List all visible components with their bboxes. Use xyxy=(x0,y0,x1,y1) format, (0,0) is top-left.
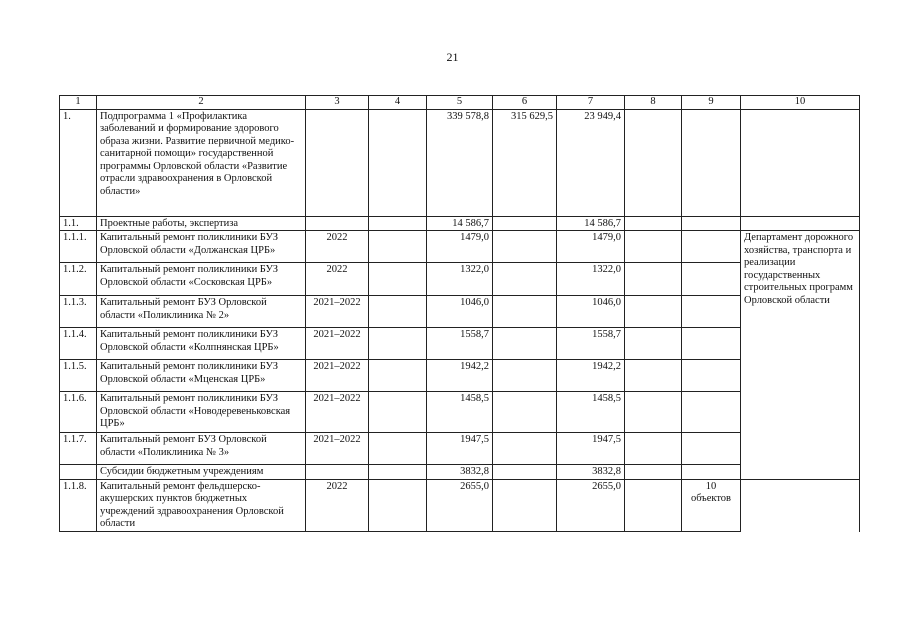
row-federal xyxy=(493,433,557,465)
row-number: 1.1.5. xyxy=(60,360,97,392)
row-total: 1558,7 xyxy=(427,328,493,360)
row-period xyxy=(306,465,369,480)
table-row xyxy=(60,231,860,263)
row-regional: 3832,8 xyxy=(557,465,625,480)
row-number: 1.1.6. xyxy=(60,392,97,433)
row-period: 2022 xyxy=(306,479,369,531)
row-total: 1479,0 xyxy=(427,231,493,263)
row-period: 2021–2022 xyxy=(306,328,369,360)
row-title: Капитальный ремонт поликлиники БУЗ Орловской области «Новодеревеньковская ЦРБ» xyxy=(97,392,306,433)
header-cell: 2 xyxy=(97,96,306,110)
row-result xyxy=(682,433,741,465)
table-header-row xyxy=(60,96,860,110)
row-result xyxy=(682,296,741,328)
row-cell-4 xyxy=(369,392,427,433)
row-federal xyxy=(493,465,557,480)
row-result xyxy=(682,392,741,433)
row-cell-8 xyxy=(625,231,682,263)
row-title: Капитальный ремонт поликлиники БУЗ Орловской области «Сосковская ЦРБ» xyxy=(97,263,306,296)
row-cell-8 xyxy=(625,296,682,328)
row-number: 1.1.2. xyxy=(60,263,97,296)
row-cell-8 xyxy=(625,433,682,465)
program-table xyxy=(59,95,860,532)
row-number: 1. xyxy=(60,109,97,216)
header-cell: 10 xyxy=(741,96,860,110)
row-federal xyxy=(493,231,557,263)
table-row xyxy=(60,360,860,392)
row-number: 1.1.1. xyxy=(60,231,97,263)
table-row xyxy=(60,263,860,296)
row-federal xyxy=(493,328,557,360)
row-title: Капитальный ремонт фельдшерско-акушерских пунктов бюджетных учреждений здравоохранения Орловской области xyxy=(97,479,306,531)
row-cell-4 xyxy=(369,231,427,263)
row-cell-8 xyxy=(625,328,682,360)
row-regional: 1947,5 xyxy=(557,433,625,465)
header-cell: 6 xyxy=(493,96,557,110)
row-federal: 315 629,5 xyxy=(493,109,557,216)
row-title: Субсидии бюджетным учреждениям xyxy=(97,465,306,480)
row-cell-4 xyxy=(369,328,427,360)
row-regional: 1558,7 xyxy=(557,328,625,360)
row-title: Капитальный ремонт поликлиники БУЗ Орловской области «Колпнянская ЦРБ» xyxy=(97,328,306,360)
row-period xyxy=(306,109,369,216)
header-cell: 1 xyxy=(60,96,97,110)
row-number: 1.1.8. xyxy=(60,479,97,531)
table-row xyxy=(60,465,860,480)
row-federal xyxy=(493,360,557,392)
row-result xyxy=(682,263,741,296)
row-federal xyxy=(493,392,557,433)
row-regional: 14 586,7 xyxy=(557,216,625,231)
table-row xyxy=(60,296,860,328)
row-cell-8 xyxy=(625,360,682,392)
row-federal xyxy=(493,296,557,328)
row-regional: 2655,0 xyxy=(557,479,625,531)
row-number: 1.1. xyxy=(60,216,97,231)
row-cell-8 xyxy=(625,465,682,480)
header-cell: 3 xyxy=(306,96,369,110)
row-cell-8 xyxy=(625,479,682,531)
table-row xyxy=(60,479,860,531)
row-cell-4 xyxy=(369,296,427,328)
row-result xyxy=(682,231,741,263)
row-total: 2655,0 xyxy=(427,479,493,531)
row-period xyxy=(306,216,369,231)
row-period: 2021–2022 xyxy=(306,392,369,433)
row-responsible xyxy=(741,216,860,231)
row-title: Проектные работы, экспертиза xyxy=(97,216,306,231)
row-total: 1458,5 xyxy=(427,392,493,433)
row-total: 1947,5 xyxy=(427,433,493,465)
row-cell-4 xyxy=(369,109,427,216)
row-title: Капитальный ремонт поликлиники БУЗ Орловской области «Мценская ЦРБ» xyxy=(97,360,306,392)
row-title: Подпрограмма 1 «Профилактика заболеваний и формирование здорового образа жизни. Развитие первичной медико-санитарной помощи» государственной программы Орловской области «Развитие отрасли здравоохранения в Орловской области» xyxy=(97,109,306,216)
row-result: 10 объектов xyxy=(682,479,741,531)
row-period: 2021–2022 xyxy=(306,433,369,465)
row-total: 1322,0 xyxy=(427,263,493,296)
table-row xyxy=(60,392,860,433)
row-federal xyxy=(493,216,557,231)
row-cell-4 xyxy=(369,433,427,465)
row-number: 1.1.3. xyxy=(60,296,97,328)
row-result xyxy=(682,465,741,480)
row-number xyxy=(60,465,97,480)
row-cell-4 xyxy=(369,465,427,480)
row-cell-4 xyxy=(369,479,427,531)
table-row xyxy=(60,328,860,360)
row-cell-4 xyxy=(369,360,427,392)
row-total: 1942,2 xyxy=(427,360,493,392)
row-period: 2021–2022 xyxy=(306,296,369,328)
row-result xyxy=(682,360,741,392)
header-cell: 5 xyxy=(427,96,493,110)
row-responsible xyxy=(741,109,860,216)
row-cell-4 xyxy=(369,263,427,296)
header-cell: 9 xyxy=(682,96,741,110)
row-result xyxy=(682,109,741,216)
row-regional: 1942,2 xyxy=(557,360,625,392)
row-cell-8 xyxy=(625,109,682,216)
row-title: Капитальный ремонт поликлиники БУЗ Орловской области «Должанская ЦРБ» xyxy=(97,231,306,263)
row-title: Капитальный ремонт БУЗ Орловской области «Поликлиника № 2» xyxy=(97,296,306,328)
row-federal xyxy=(493,263,557,296)
page-number: 21 xyxy=(446,50,459,64)
row-total: 1046,0 xyxy=(427,296,493,328)
row-number: 1.1.4. xyxy=(60,328,97,360)
row-regional: 23 949,4 xyxy=(557,109,625,216)
row-cell-8 xyxy=(625,216,682,231)
row-period: 2022 xyxy=(306,263,369,296)
row-regional: 1479,0 xyxy=(557,231,625,263)
responsible-roads-department: Департамент дорожного хозяйства, транспорта и реализации государственных строительных программ Орловской области xyxy=(741,231,860,480)
header-cell: 8 xyxy=(625,96,682,110)
row-cell-8 xyxy=(625,263,682,296)
header-cell: 7 xyxy=(557,96,625,110)
table-row xyxy=(60,216,860,231)
row-federal xyxy=(493,479,557,531)
row-regional: 1458,5 xyxy=(557,392,625,433)
table-row xyxy=(60,109,860,216)
table-row xyxy=(60,433,860,465)
header-cell: 4 xyxy=(369,96,427,110)
row-total: 3832,8 xyxy=(427,465,493,480)
row-total: 14 586,7 xyxy=(427,216,493,231)
row-regional: 1322,0 xyxy=(557,263,625,296)
row-result xyxy=(682,216,741,231)
row-period: 2022 xyxy=(306,231,369,263)
row-cell-4 xyxy=(369,216,427,231)
row-total: 339 578,8 xyxy=(427,109,493,216)
row-cell-8 xyxy=(625,392,682,433)
row-number: 1.1.7. xyxy=(60,433,97,465)
row-title: Капитальный ремонт БУЗ Орловской области «Поликлиника № 3» xyxy=(97,433,306,465)
row-regional: 1046,0 xyxy=(557,296,625,328)
row-period: 2021–2022 xyxy=(306,360,369,392)
row-result xyxy=(682,328,741,360)
